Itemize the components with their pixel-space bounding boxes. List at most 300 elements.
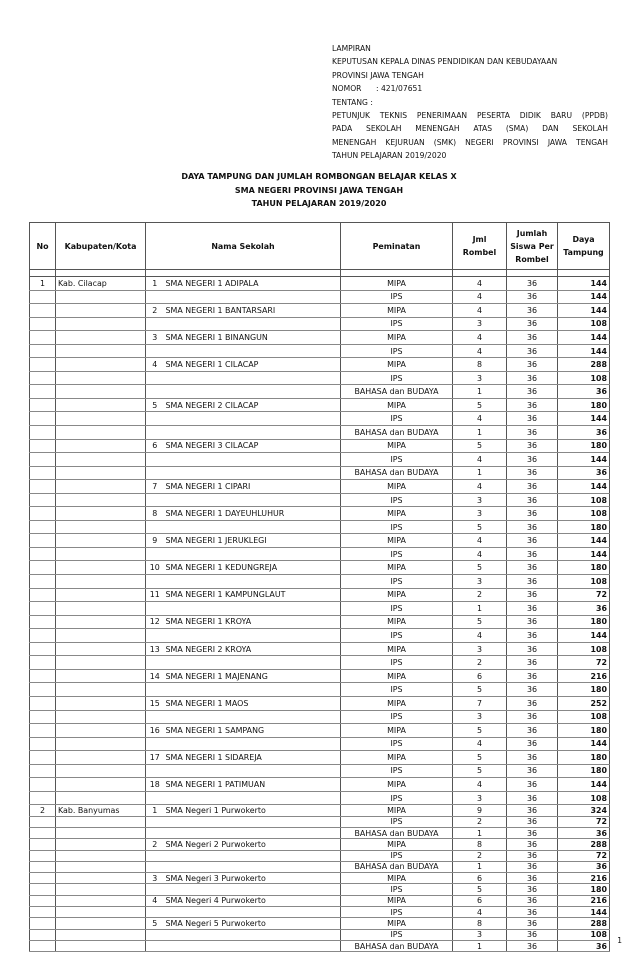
- cell-siswa-per-rombel: 36: [507, 439, 558, 453]
- cell-siswa-per-rombel: 36: [507, 724, 558, 738]
- cell-school-no: [146, 547, 164, 561]
- cell-kabupaten: [56, 839, 146, 850]
- cell-jml-rombel: 5: [453, 683, 507, 697]
- cell-school-name: [164, 710, 341, 724]
- cell-kabupaten: [56, 656, 146, 670]
- cell-daya-tampung: 180: [558, 724, 610, 738]
- cell-siswa-per-rombel: 36: [507, 602, 558, 616]
- cell-school-name: [164, 547, 341, 561]
- cell-siswa-per-rombel: 36: [507, 534, 558, 548]
- cell-school-no: 9: [146, 534, 164, 548]
- cell-daya-tampung: 108: [558, 507, 610, 521]
- cell-no: [30, 656, 56, 670]
- cell-siswa-per-rombel: 36: [507, 683, 558, 697]
- cell-school-no: 15: [146, 696, 164, 710]
- cell-no: [30, 398, 56, 412]
- cell-kabupaten: [56, 575, 146, 589]
- cell-daya-tampung: 252: [558, 696, 610, 710]
- cell-peminatan: IPS: [341, 412, 453, 426]
- cell-school-no: [146, 371, 164, 385]
- table-row: [30, 629, 610, 643]
- cell-jml-rombel: 4: [453, 547, 507, 561]
- cell-school-no: 3: [146, 873, 164, 884]
- cell-no: [30, 602, 56, 616]
- cell-no: [30, 737, 56, 751]
- cell-jml-rombel: 4: [453, 412, 507, 426]
- cell-school-name: SMA NEGERI 1 BINANGUN: [164, 331, 341, 345]
- cell-kabupaten: Kab. Cilacap: [56, 277, 146, 291]
- cell-kabupaten: [56, 816, 146, 827]
- cell-daya-tampung: 216: [558, 895, 610, 906]
- cell-school-name: [164, 371, 341, 385]
- cell-no: [30, 426, 56, 440]
- cell-siswa-per-rombel: 36: [507, 290, 558, 304]
- cell-peminatan: IPS: [341, 493, 453, 507]
- cell-siswa-per-rombel: 36: [507, 669, 558, 683]
- cell-peminatan: BAHASA dan BUDAYA: [341, 466, 453, 480]
- cell-school-no: 18: [146, 778, 164, 792]
- cell-jml-rombel: 2: [453, 588, 507, 602]
- cell-kabupaten: [56, 642, 146, 656]
- cell-school-name: SMA NEGERI 1 DAYEUHLUHUR: [164, 507, 341, 521]
- cell-school-no: [146, 453, 164, 467]
- cell-siswa-per-rombel: 36: [507, 371, 558, 385]
- cell-school-no: 11: [146, 588, 164, 602]
- cell-no: [30, 827, 56, 838]
- table-row: [30, 895, 610, 906]
- cell-peminatan: IPS: [341, 656, 453, 670]
- cell-jml-rombel: 1: [453, 861, 507, 872]
- cell-daya-tampung: 216: [558, 873, 610, 884]
- cell-school-no: 6: [146, 439, 164, 453]
- cell-school-no: [146, 493, 164, 507]
- cell-kabupaten: [56, 918, 146, 929]
- table-row: [30, 358, 610, 372]
- cell-jml-rombel: 5: [453, 398, 507, 412]
- cell-jml-rombel: 3: [453, 371, 507, 385]
- cell-kabupaten: [56, 317, 146, 331]
- cell-daya-tampung: 144: [558, 453, 610, 467]
- table-row: [30, 534, 610, 548]
- cell-daya-tampung: 108: [558, 575, 610, 589]
- cell-school-name: SMA NEGERI 2 CILACAP: [164, 398, 341, 412]
- cell-no: [30, 850, 56, 861]
- cell-siswa-per-rombel: 36: [507, 764, 558, 778]
- cell-jml-rombel: 3: [453, 317, 507, 331]
- cell-daya-tampung: 108: [558, 371, 610, 385]
- cell-peminatan: MIPA: [341, 696, 453, 710]
- table-row: [30, 575, 610, 589]
- cell-school-name: SMA NEGERI 1 MAJENANG: [164, 669, 341, 683]
- cell-peminatan: MIPA: [341, 751, 453, 765]
- cell-school-no: [146, 683, 164, 697]
- cell-school-no: 12: [146, 615, 164, 629]
- cell-jml-rombel: 1: [453, 385, 507, 399]
- cell-no: [30, 791, 56, 805]
- cell-peminatan: MIPA: [341, 277, 453, 291]
- tahun-line: TAHUN PELAJARAN 2019/2020: [332, 151, 447, 161]
- table-row: [30, 547, 610, 561]
- cell-kabupaten: [56, 398, 146, 412]
- cell-siswa-per-rombel: 36: [507, 850, 558, 861]
- cell-no: [30, 710, 56, 724]
- cell-school-no: 2: [146, 304, 164, 318]
- table-row: [30, 520, 610, 534]
- cell-school-no: [146, 290, 164, 304]
- cell-kabupaten: [56, 412, 146, 426]
- cell-no: [30, 344, 56, 358]
- table-row: [30, 827, 610, 838]
- table-row: [30, 850, 610, 861]
- cell-jml-rombel: 3: [453, 493, 507, 507]
- cell-kabupaten: [56, 940, 146, 951]
- cell-daya-tampung: 108: [558, 317, 610, 331]
- cell-school-name: [164, 385, 341, 399]
- nomor-line: [332, 82, 608, 95]
- cell-jml-rombel: 4: [453, 778, 507, 792]
- cell-school-name: SMA NEGERI 1 MAOS: [164, 696, 341, 710]
- cell-siswa-per-rombel: 36: [507, 751, 558, 765]
- cell-jml-rombel: 1: [453, 466, 507, 480]
- cell-school-no: [146, 344, 164, 358]
- cell-siswa-per-rombel: 36: [507, 304, 558, 318]
- cell-school-no: 8: [146, 507, 164, 521]
- cell-siswa-per-rombel: 36: [507, 344, 558, 358]
- col-header-daya-tampung: Daya Tampung: [558, 223, 610, 270]
- cell-school-no: [146, 466, 164, 480]
- cell-no: [30, 466, 56, 480]
- cell-kabupaten: [56, 615, 146, 629]
- table-row: [30, 602, 610, 616]
- cell-peminatan: MIPA: [341, 331, 453, 345]
- cell-kabupaten: [56, 850, 146, 861]
- spacer-cell: [507, 270, 558, 277]
- cell-kabupaten: [56, 561, 146, 575]
- cell-school-name: [164, 602, 341, 616]
- cell-daya-tampung: 72: [558, 850, 610, 861]
- cell-no: [30, 358, 56, 372]
- cell-peminatan: IPS: [341, 850, 453, 861]
- cell-peminatan: MIPA: [341, 873, 453, 884]
- cell-school-name: [164, 656, 341, 670]
- cell-siswa-per-rombel: 36: [507, 317, 558, 331]
- cell-peminatan: IPS: [341, 344, 453, 358]
- cell-no: [30, 816, 56, 827]
- cell-daya-tampung: 144: [558, 304, 610, 318]
- table-row: [30, 918, 610, 929]
- cell-peminatan: MIPA: [341, 615, 453, 629]
- col-header-no: No: [30, 223, 56, 270]
- cell-peminatan: IPS: [341, 737, 453, 751]
- cell-school-name: [164, 317, 341, 331]
- cell-siswa-per-rombel: 36: [507, 737, 558, 751]
- cell-kabupaten: [56, 385, 146, 399]
- cell-peminatan: IPS: [341, 317, 453, 331]
- cell-school-no: 5: [146, 918, 164, 929]
- cell-no: [30, 480, 56, 494]
- table-header-row: [30, 223, 610, 270]
- cell-jml-rombel: 9: [453, 805, 507, 816]
- cell-jml-rombel: 2: [453, 816, 507, 827]
- table-row: [30, 507, 610, 521]
- cell-school-name: SMA NEGERI 3 CILACAP: [164, 439, 341, 453]
- cell-school-no: 4: [146, 358, 164, 372]
- cell-kabupaten: Kab. Banyumas: [56, 805, 146, 816]
- cell-peminatan: IPS: [341, 602, 453, 616]
- col-header-kabupaten: Kabupaten/Kota: [56, 223, 146, 270]
- col-header-peminatan: Peminatan: [341, 223, 453, 270]
- table-row: [30, 683, 610, 697]
- cell-daya-tampung: 108: [558, 791, 610, 805]
- cell-peminatan: MIPA: [341, 839, 453, 850]
- cell-school-name: SMA NEGERI 1 BANTARSARI: [164, 304, 341, 318]
- cell-school-name: [164, 737, 341, 751]
- table-row: [30, 940, 610, 951]
- cell-school-no: [146, 385, 164, 399]
- cell-jml-rombel: 5: [453, 884, 507, 895]
- cell-jml-rombel: 5: [453, 520, 507, 534]
- cell-daya-tampung: 144: [558, 480, 610, 494]
- table-row: [30, 751, 610, 765]
- table-row: [30, 480, 610, 494]
- cell-school-no: 13: [146, 642, 164, 656]
- cell-no: [30, 385, 56, 399]
- cell-school-name: SMA NEGERI 1 CIPARI: [164, 480, 341, 494]
- cell-peminatan: MIPA: [341, 304, 453, 318]
- cell-kabupaten: [56, 588, 146, 602]
- cell-school-name: SMA Negeri 2 Purwokerto: [164, 839, 341, 850]
- table-row: [30, 696, 610, 710]
- col-header-jml-rombel: Jml Rombel: [453, 223, 507, 270]
- table-row: [30, 764, 610, 778]
- cell-peminatan: MIPA: [341, 588, 453, 602]
- lampiran-block: [332, 42, 608, 163]
- table-row: [30, 588, 610, 602]
- cell-no: [30, 629, 56, 643]
- cell-school-name: [164, 629, 341, 643]
- cell-siswa-per-rombel: 36: [507, 331, 558, 345]
- cell-daya-tampung: 36: [558, 466, 610, 480]
- cell-siswa-per-rombel: 36: [507, 940, 558, 951]
- cell-kabupaten: [56, 696, 146, 710]
- cell-school-name: [164, 493, 341, 507]
- cell-school-no: 1: [146, 805, 164, 816]
- cell-kabupaten: [56, 534, 146, 548]
- cell-daya-tampung: 288: [558, 918, 610, 929]
- cell-peminatan: IPS: [341, 884, 453, 895]
- cell-no: [30, 412, 56, 426]
- cell-daya-tampung: 36: [558, 602, 610, 616]
- cell-school-name: SMA Negeri 4 Purwokerto: [164, 895, 341, 906]
- cell-school-no: 14: [146, 669, 164, 683]
- cell-daya-tampung: 144: [558, 778, 610, 792]
- cell-no: [30, 764, 56, 778]
- cell-siswa-per-rombel: 36: [507, 656, 558, 670]
- table-row: [30, 398, 610, 412]
- cell-peminatan: MIPA: [341, 918, 453, 929]
- cell-kabupaten: [56, 547, 146, 561]
- spacer-cell: [341, 270, 453, 277]
- cell-kabupaten: [56, 791, 146, 805]
- cell-kabupaten: [56, 371, 146, 385]
- cell-kabupaten: [56, 683, 146, 697]
- cell-school-no: 3: [146, 331, 164, 345]
- cell-kabupaten: [56, 520, 146, 534]
- cell-school-no: 4: [146, 895, 164, 906]
- cell-jml-rombel: 4: [453, 629, 507, 643]
- cell-kabupaten: [56, 907, 146, 918]
- capacity-table: [29, 222, 610, 952]
- cell-jml-rombel: 4: [453, 290, 507, 304]
- table-row: [30, 656, 610, 670]
- cell-no: [30, 683, 56, 697]
- cell-jml-rombel: 6: [453, 669, 507, 683]
- petunjuk-line-2: PADA SEKOLAH MENENGAH ATAS (SMA) DAN SEKOLAH: [332, 124, 608, 134]
- cell-school-no: [146, 426, 164, 440]
- cell-siswa-per-rombel: 36: [507, 493, 558, 507]
- cell-school-no: [146, 412, 164, 426]
- cell-siswa-per-rombel: 36: [507, 778, 558, 792]
- cell-siswa-per-rombel: 36: [507, 873, 558, 884]
- table-body: [30, 270, 610, 952]
- cell-jml-rombel: 4: [453, 331, 507, 345]
- cell-school-name: [164, 816, 341, 827]
- cell-school-no: [146, 520, 164, 534]
- cell-peminatan: MIPA: [341, 439, 453, 453]
- cell-no: [30, 547, 56, 561]
- cell-school-name: SMA NEGERI 1 KEDUNGREJA: [164, 561, 341, 575]
- table-row: [30, 371, 610, 385]
- table-row: [30, 290, 610, 304]
- cell-no: [30, 918, 56, 929]
- cell-siswa-per-rombel: 36: [507, 453, 558, 467]
- table-row: [30, 304, 610, 318]
- cell-school-name: [164, 791, 341, 805]
- cell-school-no: 2: [146, 839, 164, 850]
- cell-school-no: 5: [146, 398, 164, 412]
- cell-peminatan: IPS: [341, 453, 453, 467]
- cell-peminatan: BAHASA dan BUDAYA: [341, 426, 453, 440]
- table-row: [30, 426, 610, 440]
- cell-kabupaten: [56, 466, 146, 480]
- cell-siswa-per-rombel: 36: [507, 426, 558, 440]
- cell-school-name: SMA NEGERI 1 PATIMUAN: [164, 778, 341, 792]
- col-header-siswa-per-rombel: Jumlah Siswa Per Rombel: [507, 223, 558, 270]
- table-row: [30, 453, 610, 467]
- cell-daya-tampung: 108: [558, 710, 610, 724]
- cell-school-name: SMA NEGERI 1 JERUKLEGI: [164, 534, 341, 548]
- cell-no: [30, 304, 56, 318]
- cell-daya-tampung: 36: [558, 426, 610, 440]
- cell-no: [30, 907, 56, 918]
- cell-jml-rombel: 5: [453, 561, 507, 575]
- cell-daya-tampung: 72: [558, 588, 610, 602]
- cell-jml-rombel: 3: [453, 791, 507, 805]
- cell-peminatan: MIPA: [341, 534, 453, 548]
- cell-peminatan: IPS: [341, 575, 453, 589]
- cell-jml-rombel: 5: [453, 724, 507, 738]
- cell-peminatan: MIPA: [341, 724, 453, 738]
- cell-school-no: 16: [146, 724, 164, 738]
- cell-siswa-per-rombel: 36: [507, 805, 558, 816]
- table-row: [30, 816, 610, 827]
- cell-siswa-per-rombel: 36: [507, 480, 558, 494]
- cell-peminatan: MIPA: [341, 805, 453, 816]
- cell-no: [30, 839, 56, 850]
- cell-peminatan: MIPA: [341, 398, 453, 412]
- cell-siswa-per-rombel: 36: [507, 358, 558, 372]
- cell-kabupaten: [56, 358, 146, 372]
- cell-school-no: [146, 884, 164, 895]
- cell-siswa-per-rombel: 36: [507, 918, 558, 929]
- cell-school-name: [164, 575, 341, 589]
- cell-daya-tampung: 108: [558, 642, 610, 656]
- cell-daya-tampung: 108: [558, 929, 610, 940]
- doc-title-line-2: SMA NEGERI PROVINSI JAWA TENGAH: [234, 186, 404, 195]
- cell-siswa-per-rombel: 36: [507, 385, 558, 399]
- cell-jml-rombel: 5: [453, 751, 507, 765]
- cell-jml-rombel: 5: [453, 439, 507, 453]
- cell-siswa-per-rombel: 36: [507, 412, 558, 426]
- table-row: [30, 466, 610, 480]
- tentang-line: TENTANG :: [332, 97, 373, 107]
- cell-no: [30, 534, 56, 548]
- cell-kabupaten: [56, 602, 146, 616]
- cell-jml-rombel: 5: [453, 615, 507, 629]
- cell-daya-tampung: 324: [558, 805, 610, 816]
- spacer-cell: [453, 270, 507, 277]
- cell-jml-rombel: 4: [453, 304, 507, 318]
- cell-jml-rombel: 8: [453, 358, 507, 372]
- table-row: [30, 839, 610, 850]
- page-number: 1: [617, 936, 622, 945]
- cell-kabupaten: [56, 304, 146, 318]
- cell-daya-tampung: 144: [558, 344, 610, 358]
- cell-daya-tampung: 180: [558, 683, 610, 697]
- cell-daya-tampung: 180: [558, 398, 610, 412]
- cell-school-name: SMA Negeri 3 Purwokerto: [164, 873, 341, 884]
- cell-siswa-per-rombel: 36: [507, 895, 558, 906]
- table-spacer-row: [30, 270, 610, 277]
- cell-siswa-per-rombel: 36: [507, 791, 558, 805]
- cell-school-name: [164, 466, 341, 480]
- cell-school-name: [164, 412, 341, 426]
- cell-peminatan: IPS: [341, 629, 453, 643]
- cell-daya-tampung: 144: [558, 737, 610, 751]
- cell-daya-tampung: 36: [558, 861, 610, 872]
- table-row: [30, 724, 610, 738]
- table-row: [30, 710, 610, 724]
- cell-jml-rombel: 4: [453, 534, 507, 548]
- cell-siswa-per-rombel: 36: [507, 615, 558, 629]
- cell-jml-rombel: 4: [453, 907, 507, 918]
- cell-peminatan: IPS: [341, 791, 453, 805]
- cell-school-name: [164, 520, 341, 534]
- cell-siswa-per-rombel: 36: [507, 547, 558, 561]
- cell-school-no: [146, 602, 164, 616]
- cell-kabupaten: [56, 895, 146, 906]
- cell-peminatan: BAHASA dan BUDAYA: [341, 940, 453, 951]
- cell-no: [30, 588, 56, 602]
- cell-no: [30, 317, 56, 331]
- cell-school-no: 1: [146, 277, 164, 291]
- cell-no: [30, 453, 56, 467]
- cell-peminatan: MIPA: [341, 561, 453, 575]
- cell-peminatan: MIPA: [341, 778, 453, 792]
- cell-no: [30, 290, 56, 304]
- cell-kabupaten: [56, 764, 146, 778]
- cell-kabupaten: [56, 778, 146, 792]
